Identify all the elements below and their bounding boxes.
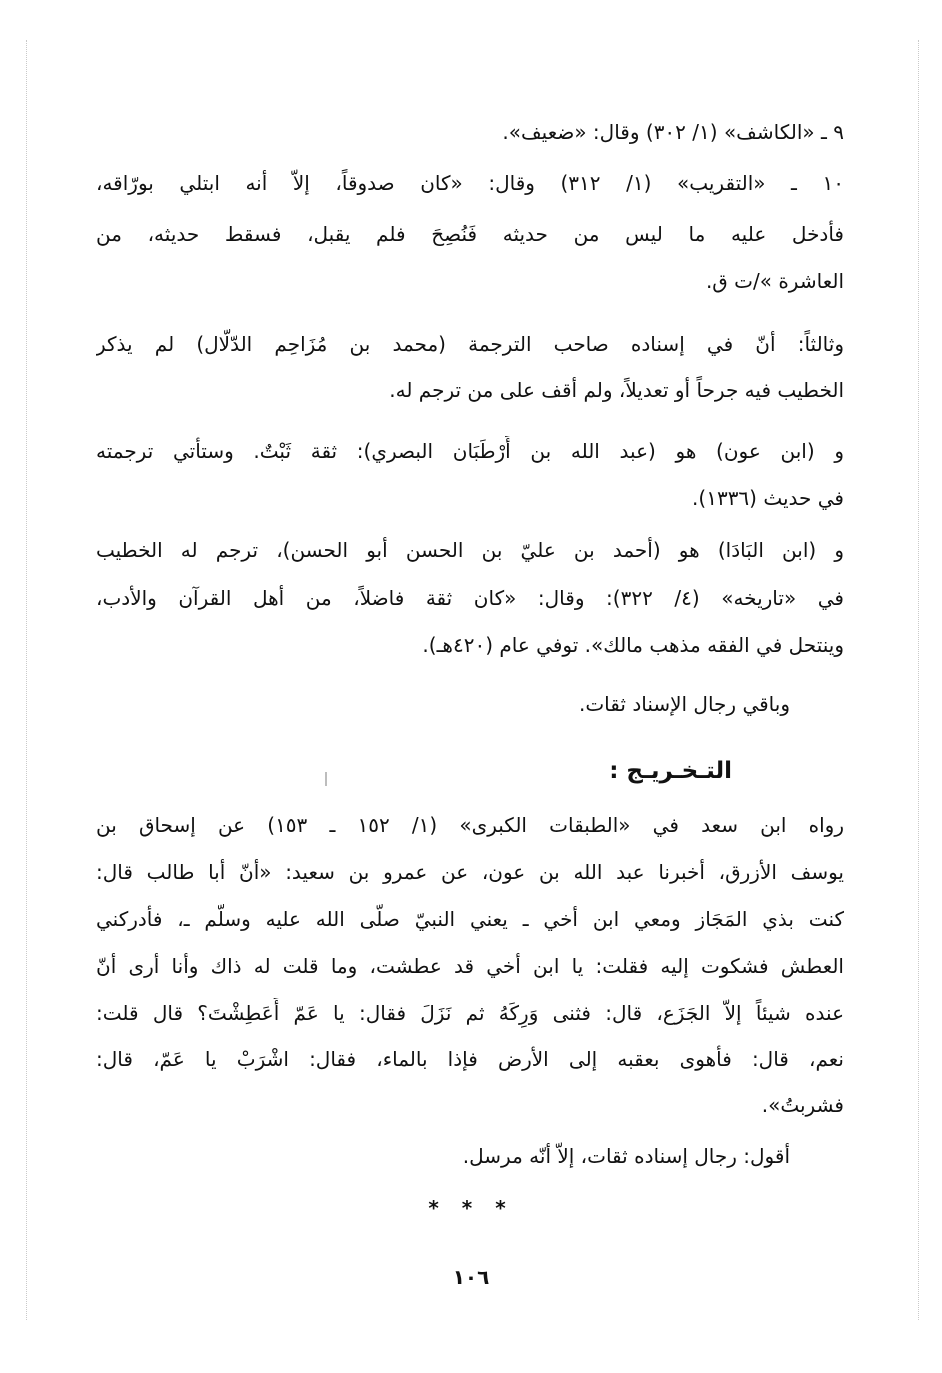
text-line-takhrij: رواه ابن سعد في «الطبقات الكبرى» (١/ ١٥٢ ـ ١٥٣) عن إسحاق بن [96, 813, 844, 837]
text-line-ibn-awn: و (ابن عون) هو (عبد الله بن أَرْطَبَان البصري): ثقة ثَبْتٌ. وستأتي ترجمته [96, 439, 844, 463]
page-number: ١٠٦ [452, 1265, 490, 1289]
text-line: يوسف الأزرق، أخبرنا عبد الله بن عون، عن عمرو بن سعيد: «أنّ أبا طالب قال: [96, 860, 844, 884]
text-line: العطش فشكوت إليه فقلت: يا ابن أخي قد عطشت، وما قلت له ذاك وأنا أرى أنّ [96, 954, 844, 978]
text-line: فشربتُ». [761, 1093, 844, 1117]
text-line-author-comment: أقول: رجال إسناده ثقات، إلاّ أنّه مرسل. [462, 1144, 790, 1168]
text-line-entry-10: ١٠ ـ «التقريب» (١/ ٣١٢) وقال: «كان صدوقاً، إلاّ أنه ابتلي بورّاقه، [96, 171, 844, 195]
scan-speck [325, 772, 327, 786]
text-line: في حديث (١٣٣٦). [692, 486, 844, 510]
text-line-entry-9: ٩ ـ «الكاشف» (١/ ٣٠٢) وقال: «ضعيف». [502, 120, 844, 144]
text-line: كنت بذي المَجَاز ومعي ابن أخي ـ يعني النبيّ صلّى الله عليه وسلّم ـ، فأدركني [96, 907, 844, 931]
text-line: العاشرة »/ت ق. [705, 269, 844, 293]
text-line-ibn-bada: و (ابن البَادَا) هو (أحمد بن عليّ بن الحسن أبو الحسن)، ترجم له الخطيب [96, 538, 844, 562]
right-margin-dots [918, 40, 919, 1320]
text-line: فأدخل عليه ما ليس من حديثه فَنُصِحَ فلم يقبل، فسقط حديثه، من [96, 222, 844, 246]
text-line: في «تاريخه» (٤/ ٣٢٢): وقال: «كان ثقة فاضلاً، من أهل القرآن والأدب، [96, 586, 844, 610]
text-line: وينتحل في الفقه مذهب مالك». توفي عام (٤٢٠هـ). [422, 633, 844, 657]
text-line-third-point: وثالثاً: أنّ في إسناده صاحب الترجمة (محمد بن مُزَاحِم الدّلّال) لم يذكر [96, 332, 844, 356]
section-heading-takhrij: التـخـريـج : [609, 758, 732, 784]
text-line: عنده شيئاً إلاّ الجَزَع، قال: فثنى وَرِكَهُ ثم نَزَلَ فقال: يا عَمّ أَعَطِشْتَ؟ قال قلت: [96, 1001, 844, 1025]
left-margin-dots [26, 40, 27, 1320]
text-line: الخطيب فيه جرحاً أو تعديلاً، ولم أقف على من ترجم له. [389, 378, 844, 402]
separator-stars: * * * [428, 1196, 514, 1220]
text-line-remaining-narrators: وباقي رجال الإسناد ثقات. [579, 692, 790, 716]
text-line: نعم، قال: فأهوى بعقبه إلى الأرض فإذا بالماء، فقال: اشْرَبْ يا عَمّ، قال: [96, 1047, 844, 1071]
